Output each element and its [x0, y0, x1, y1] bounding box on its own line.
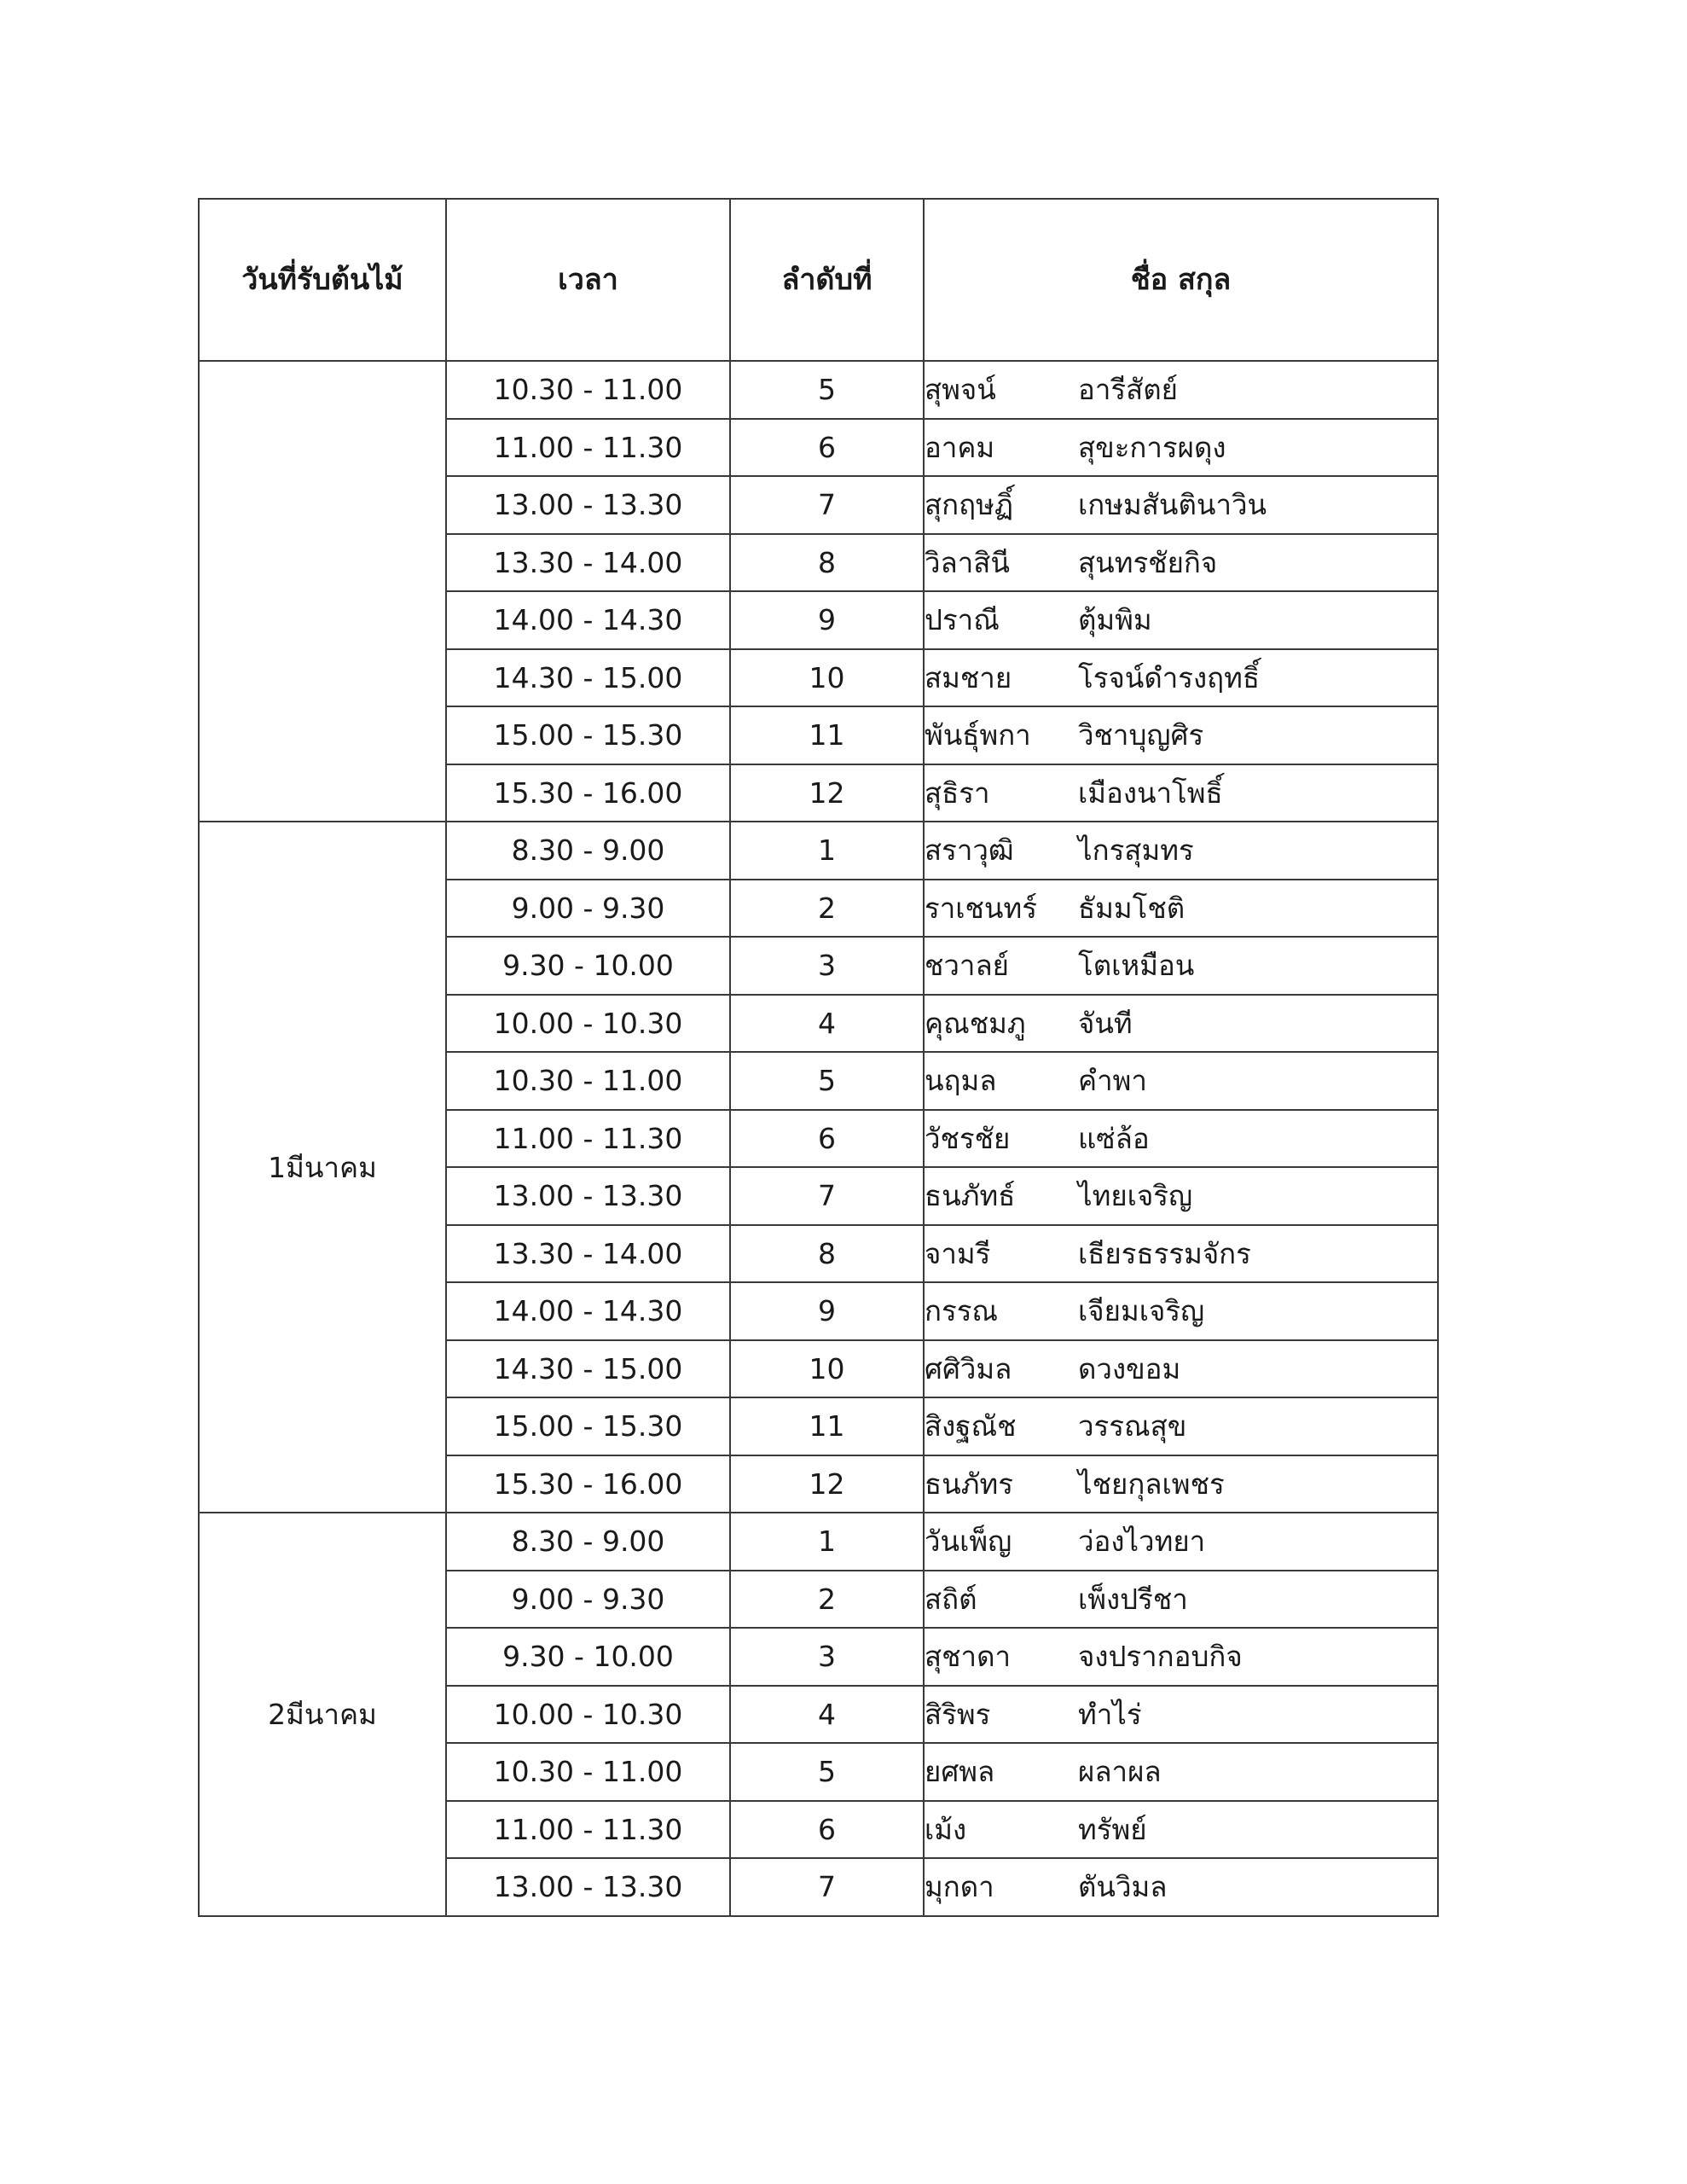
- name-cell: [924, 1110, 1438, 1168]
- last-name: วรรณสุข: [1078, 1409, 1187, 1443]
- number-cell: 12: [730, 764, 924, 822]
- header-number: ลำดับที่: [730, 199, 924, 361]
- time-cell: 10.30 - 11.00: [446, 1743, 730, 1801]
- first-name: วันเพ็ญ: [925, 1525, 1012, 1559]
- name-cell: [924, 880, 1438, 938]
- name-cell: [924, 1686, 1438, 1744]
- number-cell: 8: [730, 534, 924, 592]
- last-name: อารีสัตย์: [1078, 373, 1178, 407]
- time-cell: 14.30 - 15.00: [446, 649, 730, 707]
- number-cell: 1: [730, 822, 924, 880]
- first-name: สุพจน์: [925, 373, 996, 407]
- number-cell: 7: [730, 476, 924, 534]
- first-name: วิลาสินี: [925, 545, 1010, 579]
- time-cell: 9.00 - 9.30: [446, 1571, 730, 1629]
- time-cell: 11.00 - 11.30: [446, 1801, 730, 1859]
- first-name: สุกฤษฏิ์: [925, 488, 1014, 522]
- table-row: [199, 1513, 1438, 1571]
- name-cell: [924, 1743, 1438, 1801]
- last-name: ผลาผล: [1078, 1755, 1162, 1789]
- number-cell: 7: [730, 1167, 924, 1225]
- number-cell: 7: [730, 1858, 924, 1916]
- first-name: ราเชนทร์: [925, 891, 1037, 925]
- number-cell: 9: [730, 1282, 924, 1340]
- first-name: มุกดา: [925, 1870, 994, 1904]
- time-cell: 15.30 - 16.00: [446, 1455, 730, 1513]
- first-name: ธนภัทร: [925, 1467, 1013, 1501]
- name-cell: [924, 476, 1438, 534]
- last-name: ไชยกุลเพชร: [1078, 1467, 1225, 1501]
- name-cell: [924, 534, 1438, 592]
- last-name: ทำไร่: [1078, 1697, 1142, 1731]
- time-cell: 9.00 - 9.30: [446, 880, 730, 938]
- first-name: ยศพล: [925, 1755, 995, 1789]
- number-cell: 6: [730, 419, 924, 477]
- name-cell: [924, 1455, 1438, 1513]
- time-cell: 14.00 - 14.30: [446, 591, 730, 649]
- header-time: เวลา: [446, 199, 730, 361]
- first-name: นฤมล: [925, 1064, 997, 1098]
- number-cell: 11: [730, 1397, 924, 1455]
- time-cell: 15.30 - 16.00: [446, 764, 730, 822]
- last-name: ธัมมโชติ: [1078, 891, 1186, 925]
- date-cell: 1มีนาคม: [199, 822, 446, 1513]
- name-cell: [924, 1340, 1438, 1398]
- number-cell: 5: [730, 361, 924, 419]
- first-name: พันธุ์พกา: [925, 718, 1031, 752]
- first-name: ชวาลย์: [925, 949, 1010, 983]
- name-cell: [924, 591, 1438, 649]
- number-cell: 3: [730, 1628, 924, 1686]
- number-cell: 10: [730, 649, 924, 707]
- header-name: ชื่อ สกุล: [924, 199, 1438, 361]
- table-row: [199, 361, 1438, 419]
- last-name: เมืองนาโพธิ์: [1078, 775, 1223, 810]
- number-cell: 10: [730, 1340, 924, 1398]
- last-name: จงปรากอบกิจ: [1078, 1640, 1243, 1674]
- last-name: ทรัพย์: [1078, 1812, 1147, 1846]
- name-cell: [924, 764, 1438, 822]
- schedule-body: [199, 361, 1438, 1916]
- last-name: ตุ้มพิม: [1078, 603, 1152, 637]
- last-name: เพ็งปรีชา: [1078, 1582, 1188, 1616]
- name-cell: [924, 1052, 1438, 1110]
- time-cell: 9.30 - 10.00: [446, 1628, 730, 1686]
- number-cell: 9: [730, 591, 924, 649]
- name-cell: [924, 937, 1438, 995]
- first-name: ปราณี: [925, 603, 1000, 637]
- time-cell: 14.30 - 15.00: [446, 1340, 730, 1398]
- first-name: สมชาย: [925, 660, 1012, 694]
- number-cell: 11: [730, 706, 924, 764]
- last-name: ตันวิมล: [1078, 1870, 1168, 1904]
- time-cell: 13.00 - 13.30: [446, 1858, 730, 1916]
- last-name: ไทยเจริญ: [1078, 1179, 1193, 1213]
- table-row: [199, 822, 1438, 880]
- name-cell: [924, 1513, 1438, 1571]
- first-name: จามรี: [925, 1236, 991, 1270]
- header-date: วันที่รับต้นไม้: [199, 199, 446, 361]
- number-cell: 2: [730, 1571, 924, 1629]
- number-cell: 8: [730, 1225, 924, 1283]
- last-name: ว่องไวทยา: [1078, 1525, 1206, 1559]
- last-name: ไกรสุมทร: [1078, 834, 1194, 868]
- name-cell: [924, 361, 1438, 419]
- last-name: เจียมเจริญ: [1078, 1294, 1205, 1328]
- number-cell: 5: [730, 1052, 924, 1110]
- time-cell: 13.00 - 13.30: [446, 1167, 730, 1225]
- time-cell: 13.00 - 13.30: [446, 476, 730, 534]
- last-name: เธียรธรรมจักร: [1078, 1236, 1251, 1270]
- last-name: เกษมสันตินาวิน: [1078, 488, 1267, 522]
- time-cell: 15.00 - 15.30: [446, 706, 730, 764]
- first-name: สถิต์: [925, 1582, 977, 1616]
- number-cell: 4: [730, 995, 924, 1053]
- name-cell: [924, 1397, 1438, 1455]
- name-cell: [924, 822, 1438, 880]
- time-cell: 15.00 - 15.30: [446, 1397, 730, 1455]
- name-cell: [924, 1167, 1438, 1225]
- number-cell: 3: [730, 937, 924, 995]
- number-cell: 5: [730, 1743, 924, 1801]
- name-cell: [924, 1571, 1438, 1629]
- name-cell: [924, 1225, 1438, 1283]
- first-name: เม้ง: [925, 1812, 967, 1846]
- time-cell: 14.00 - 14.30: [446, 1282, 730, 1340]
- first-name: สุชาดา: [925, 1640, 1012, 1674]
- last-name: แซ่ล้อ: [1078, 1121, 1150, 1155]
- time-cell: 10.00 - 10.30: [446, 1686, 730, 1744]
- time-cell: 10.30 - 11.00: [446, 361, 730, 419]
- name-cell: [924, 419, 1438, 477]
- number-cell: 2: [730, 880, 924, 938]
- first-name: คุณชมภู: [925, 1006, 1026, 1040]
- header-row: [199, 199, 1438, 361]
- name-cell: [924, 995, 1438, 1053]
- first-name: วัชรชัย: [925, 1121, 1011, 1155]
- first-name: สิงฐณัช: [925, 1409, 1017, 1443]
- last-name: ดวงขอม: [1078, 1351, 1181, 1385]
- name-cell: [924, 1801, 1438, 1859]
- first-name: สิริพร: [925, 1697, 991, 1731]
- time-cell: 10.30 - 11.00: [446, 1052, 730, 1110]
- time-cell: 9.30 - 10.00: [446, 937, 730, 995]
- last-name: โรจน์ดำรงฤทธิ์: [1078, 660, 1261, 694]
- date-cell: [199, 361, 446, 822]
- last-name: โตเหมือน: [1078, 949, 1195, 983]
- first-name: อาคม: [925, 430, 995, 464]
- number-cell: 12: [730, 1455, 924, 1513]
- schedule-table: [198, 198, 1439, 1917]
- number-cell: 6: [730, 1801, 924, 1859]
- last-name: สุขะการผดุง: [1078, 430, 1226, 464]
- first-name: สราวุฒิ: [925, 834, 1014, 868]
- first-name: สุธิรา: [925, 775, 990, 810]
- last-name: วิชาบุญศิร: [1078, 718, 1204, 752]
- time-cell: 8.30 - 9.00: [446, 822, 730, 880]
- name-cell: [924, 706, 1438, 764]
- time-cell: 13.30 - 14.00: [446, 534, 730, 592]
- time-cell: 11.00 - 11.30: [446, 419, 730, 477]
- time-cell: 10.00 - 10.30: [446, 995, 730, 1053]
- number-cell: 4: [730, 1686, 924, 1744]
- name-cell: [924, 1282, 1438, 1340]
- date-cell: 2มีนาคม: [199, 1513, 446, 1916]
- time-cell: 11.00 - 11.30: [446, 1110, 730, 1168]
- last-name: จันที: [1078, 1006, 1133, 1040]
- first-name: ศศิวิมล: [925, 1351, 1012, 1385]
- name-cell: [924, 649, 1438, 707]
- time-cell: 8.30 - 9.00: [446, 1513, 730, 1571]
- name-cell: [924, 1858, 1438, 1916]
- last-name: สุนทรชัยกิจ: [1078, 545, 1218, 579]
- name-cell: [924, 1628, 1438, 1686]
- first-name: กรรณ: [925, 1294, 999, 1328]
- last-name: คำพา: [1078, 1064, 1147, 1098]
- first-name: ธนภัทธ์: [925, 1179, 1016, 1213]
- number-cell: 1: [730, 1513, 924, 1571]
- time-cell: 13.30 - 14.00: [446, 1225, 730, 1283]
- number-cell: 6: [730, 1110, 924, 1168]
